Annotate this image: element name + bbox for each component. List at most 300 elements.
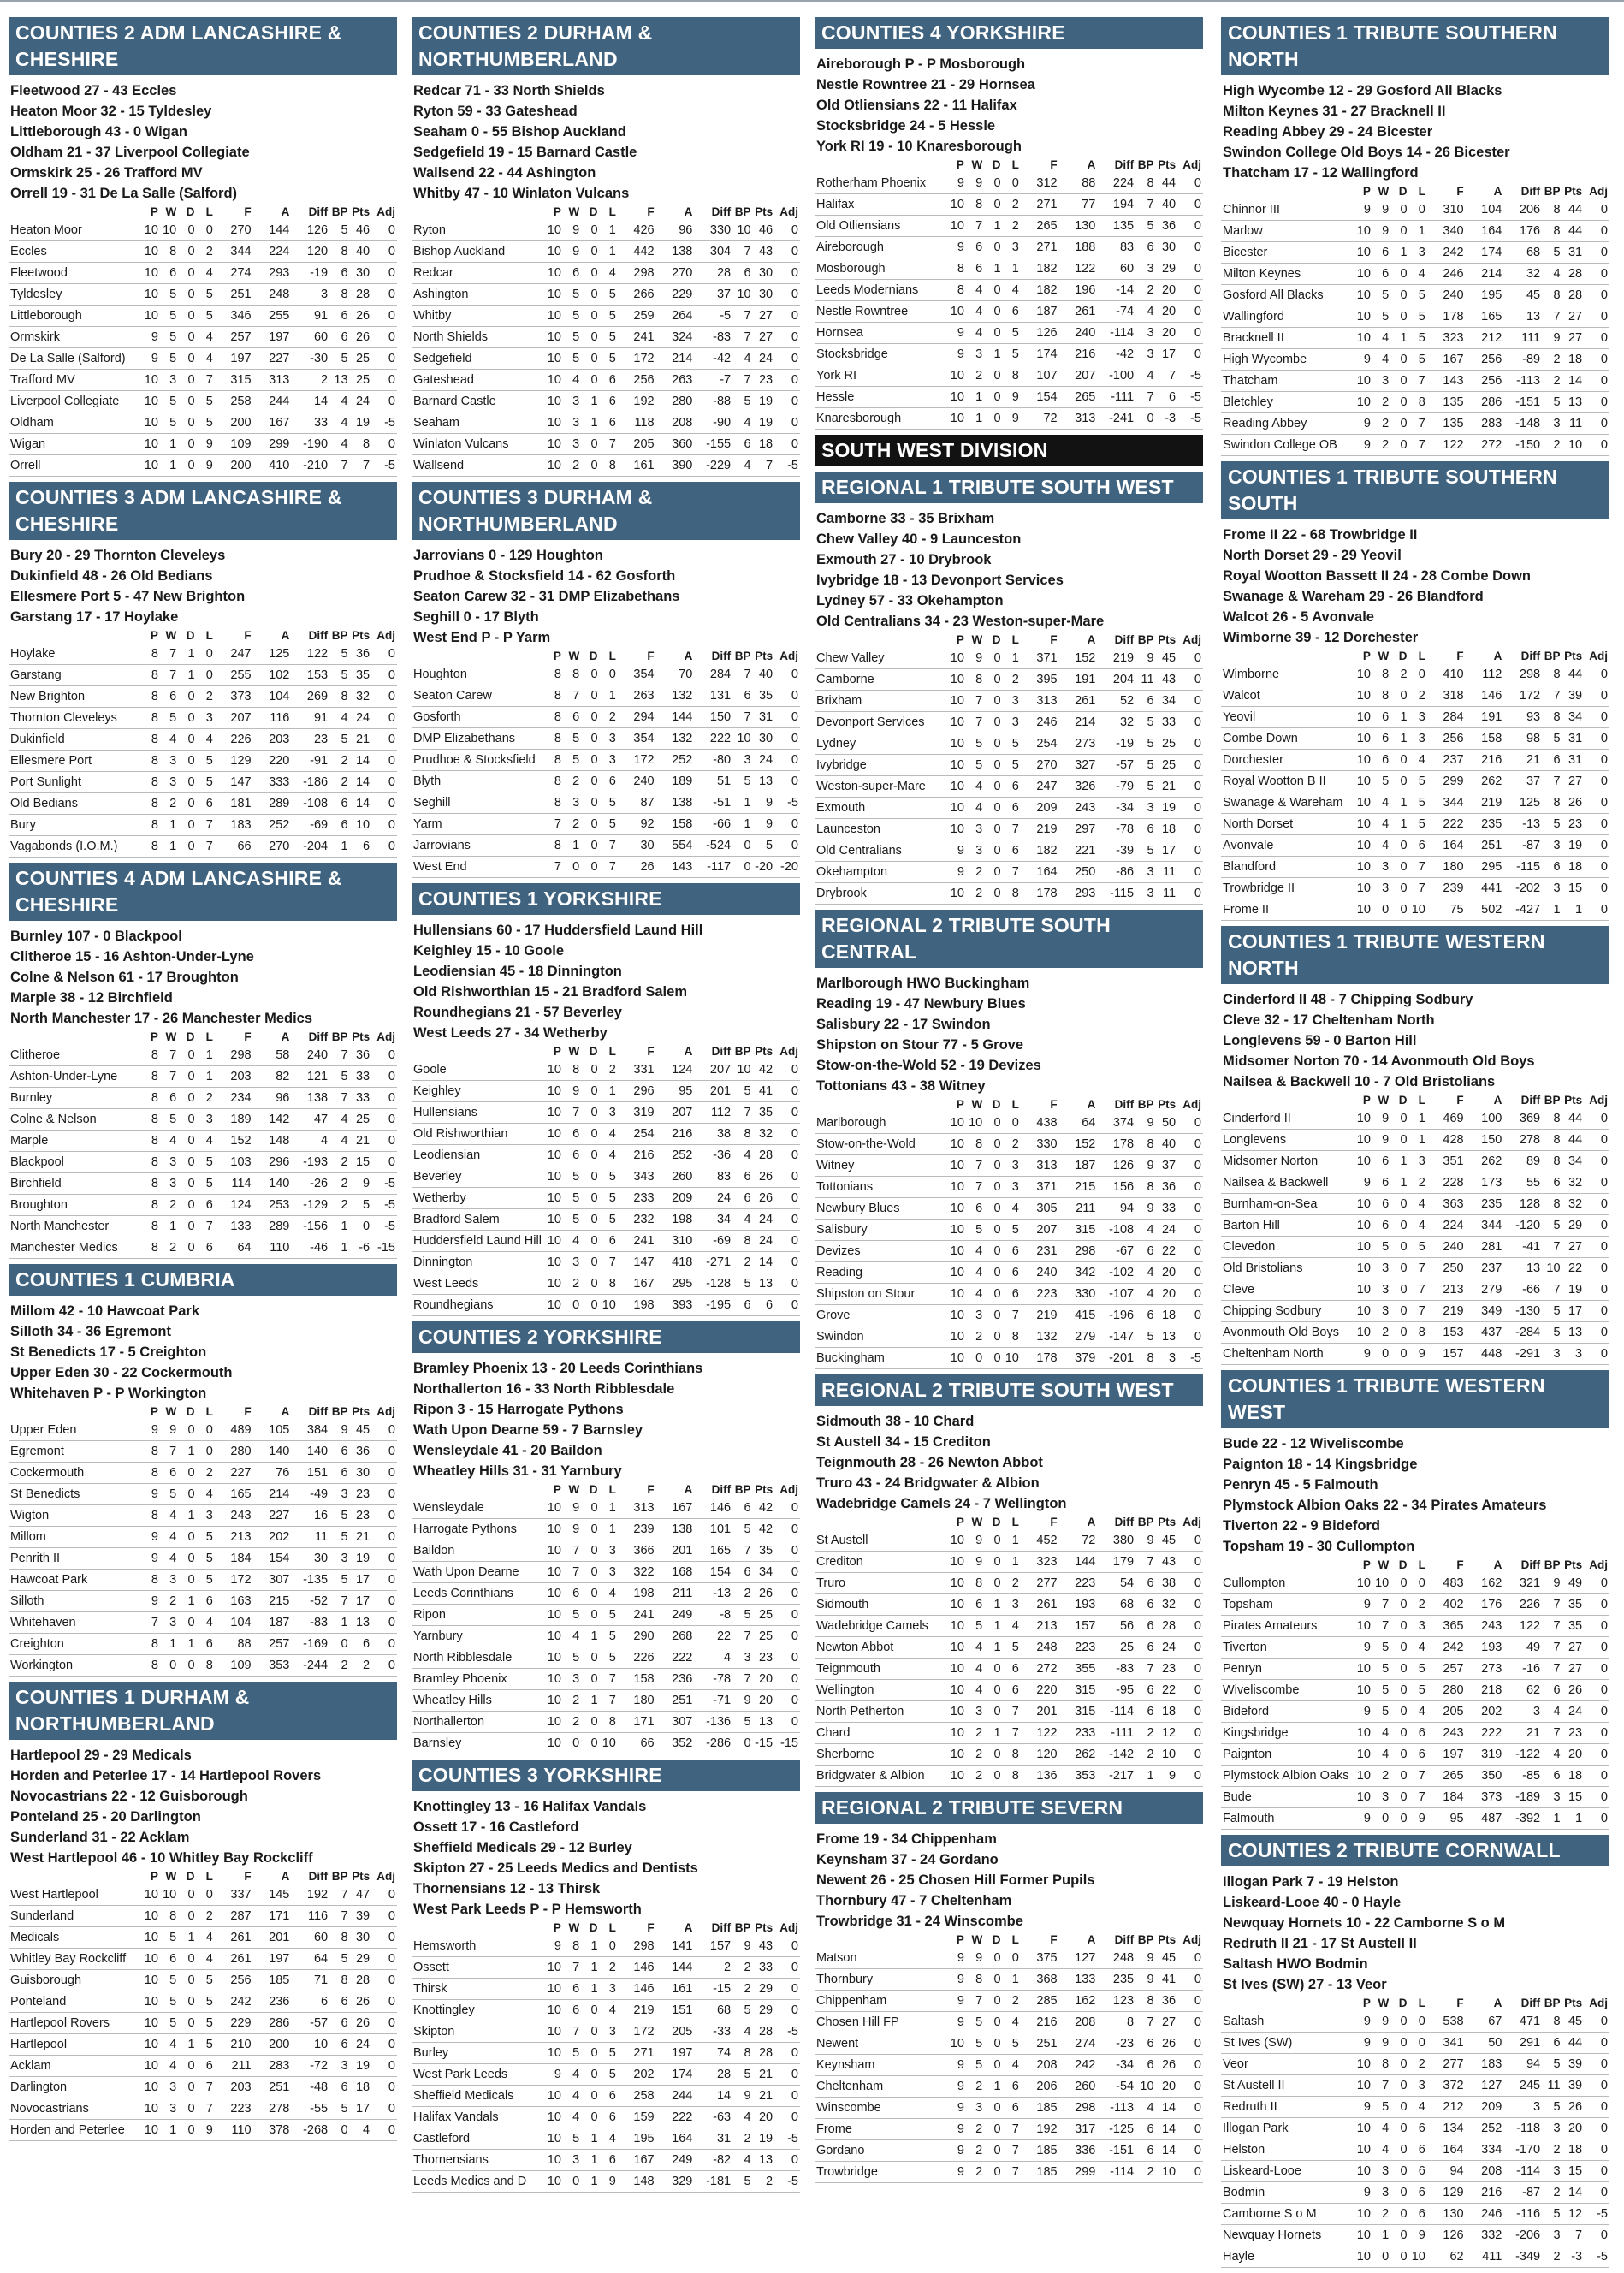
column-header: W (165, 629, 177, 642)
stat-cell: 5 (1135, 712, 1155, 733)
team-name: Wetherby (412, 1188, 545, 1209)
stat-cell: 10 (545, 1712, 563, 1733)
match-result: Sunderland 31 - 22 Acklam (10, 1830, 190, 1845)
stat-cell: 3 (291, 284, 329, 306)
stat-cell: 9 (197, 434, 215, 455)
stat-cell: 5 (1542, 2054, 1562, 2075)
column-header: A (281, 629, 290, 642)
stat-cell: 19 (753, 2128, 775, 2150)
stat-cell: 185 (1021, 2098, 1059, 2119)
stat-cell: 269 (291, 686, 329, 708)
stat-cell: 4 (1409, 1701, 1427, 1723)
column-header: F (244, 1405, 252, 1418)
stat-cell: 4 (966, 1241, 984, 1262)
stat-cell: 95 (656, 1081, 695, 1102)
stat-cell: 28 (694, 263, 732, 284)
stat-cell: 8 (142, 1195, 160, 1216)
column-header: Adj (779, 1045, 798, 1058)
stat-cell: 2 (197, 1088, 215, 1109)
league-title: COUNTIES 3 ADM LANCASHIRE & CHESHIRE (9, 482, 397, 540)
stat-cell: 74 (694, 2043, 732, 2064)
stat-cell: 18 (1156, 819, 1178, 840)
stat-cell: 10 (948, 1637, 966, 1659)
stat-cell: 135 (1427, 413, 1466, 435)
stat-cell: 112 (1466, 664, 1504, 685)
stat-cell: 23 (1562, 1723, 1585, 1744)
stat-cell: 1 (600, 241, 618, 263)
stat-cell: 10 (545, 1733, 563, 1754)
stat-cell: 206 (1503, 199, 1542, 221)
stat-cell: 2 (1372, 392, 1390, 413)
stat-cell: 0 (1177, 1198, 1203, 1220)
table-row (1221, 1616, 1609, 1637)
league-table (9, 204, 397, 477)
stat-cell: 146 (1466, 685, 1504, 707)
stat-cell: -46 (291, 1237, 329, 1259)
match-result: North Manchester 17 - 26 Manchester Medics (10, 1011, 313, 1026)
stat-cell: 232 (618, 1209, 656, 1231)
match-result: Keighley 15 - 10 Goole (413, 943, 565, 958)
table-row (9, 1991, 397, 2013)
stat-cell: 1 (1390, 707, 1408, 728)
stat-cell: -102 (1097, 1262, 1135, 1284)
stat-cell: 9 (142, 1484, 160, 1505)
stat-cell: 212 (1466, 328, 1504, 349)
stat-cell: 15 (1562, 878, 1585, 899)
table-row (9, 1088, 397, 1109)
team-name: Thornbury (815, 1969, 948, 1991)
stat-cell: 5 (563, 728, 581, 750)
stat-cell: 7 (329, 1591, 349, 1612)
stat-cell: 33 (350, 1066, 372, 1088)
stat-cell: 8 (545, 707, 563, 728)
stat-cell: 2 (966, 1744, 984, 1766)
stat-cell: 0 (581, 1562, 599, 1583)
stat-cell: 0 (774, 2150, 800, 2171)
stat-cell: 151 (656, 2000, 695, 2021)
column-header: A (1087, 1098, 1096, 1111)
stat-cell: 0 (774, 1540, 800, 1562)
stat-cell: 0 (1584, 2225, 1609, 2246)
stat-cell: 0 (1390, 1237, 1408, 1258)
team-name: Huddersfield Laund Hill (412, 1231, 545, 1252)
stat-cell: 44 (1562, 664, 1585, 685)
column-header: D (589, 1921, 598, 1934)
league-title: COUNTIES 3 DURHAM & NORTHUMBERLAND (412, 482, 800, 540)
stat-cell: 6 (563, 1583, 581, 1605)
stat-cell: 0 (1177, 1241, 1203, 1262)
stat-cell: 38 (1156, 1573, 1178, 1594)
stat-cell: 6 (1542, 2033, 1562, 2054)
team-name: Frome (815, 2119, 948, 2140)
stat-cell: 0 (1177, 1284, 1203, 1305)
stat-cell: 13 (753, 2150, 775, 2171)
stat-cell: -83 (694, 327, 732, 348)
stat-cell: 0 (1177, 1744, 1203, 1766)
table-row (412, 2086, 800, 2107)
stat-cell: 349 (1466, 1301, 1504, 1322)
stat-cell: 5 (160, 2013, 178, 2034)
match-result: Northallerton 16 - 33 North Ribblesdale (413, 1381, 675, 1397)
stat-cell: 66 (618, 1733, 656, 1754)
stat-cell: 127 (1059, 1948, 1098, 1969)
match-result: Littleborough 43 - 0 Wigan (10, 124, 188, 139)
column-header: Diff (1520, 185, 1541, 198)
stat-cell: 178 (1427, 306, 1466, 328)
match-result: Burnley 107 - 0 Blackpool (10, 929, 182, 944)
team-name: St Austell II (1221, 2075, 1354, 2097)
stat-cell: 24 (1156, 1220, 1178, 1241)
stat-cell: 3 (1003, 712, 1021, 733)
stat-cell: 10 (545, 241, 563, 263)
stat-cell: 192 (618, 391, 656, 412)
stat-cell: 0 (371, 1655, 397, 1677)
stat-cell: 20 (753, 1690, 775, 1712)
stat-cell: 7 (563, 2021, 581, 2043)
stat-cell: 241 (618, 1605, 656, 1626)
match-result: Sheffield Medicals 29 - 12 Burley (413, 1840, 632, 1855)
column-header: P (1362, 1997, 1371, 2009)
stat-cell: 0 (1177, 691, 1203, 712)
team-name: Cheltenham (815, 2076, 948, 2098)
stat-cell: 10 (142, 2034, 160, 2056)
match-result: Plymstock Albion Oaks 22 - 34 Pirates Amateurs (1223, 1498, 1547, 1513)
table-row (412, 1626, 800, 1647)
stat-cell: 9 (1354, 435, 1372, 456)
stat-cell: 2 (1135, 280, 1155, 301)
match-result: Illogan Park 7 - 19 Helston (1223, 1874, 1399, 1890)
stat-cell: 0 (1390, 878, 1408, 899)
stat-cell: 1 (581, 1936, 599, 1957)
stat-cell: 2 (197, 241, 215, 263)
team-name: Yarm (412, 814, 545, 835)
stat-cell: 6 (1003, 1241, 1021, 1262)
match-result: Seghill 0 - 17 Blyth (413, 609, 539, 625)
stat-cell: 40 (753, 664, 775, 685)
match-result: Cleve 32 - 17 Cheltenham North (1223, 1012, 1435, 1028)
stat-cell: 2 (1372, 2204, 1390, 2225)
stat-cell: 9 (966, 648, 984, 669)
stat-cell: 222 (656, 1647, 695, 1669)
team-name: Littleborough (9, 306, 142, 327)
league-title: COUNTIES 2 YORKSHIRE (412, 1321, 800, 1353)
stat-cell: 0 (581, 263, 599, 284)
stat-cell: 0 (371, 1527, 397, 1548)
table-row (1221, 2246, 1609, 2268)
stat-cell: 0 (178, 1570, 196, 1591)
stat-cell: 10 (1354, 264, 1372, 285)
stat-cell: 1 (178, 1591, 196, 1612)
team-name: Baildon (412, 1540, 545, 1562)
stat-cell: 9 (329, 1420, 349, 1441)
table-row (9, 751, 397, 772)
stat-cell: 0 (371, 2034, 397, 2056)
column-header: W (568, 205, 580, 218)
stat-cell: 5 (1135, 840, 1155, 862)
stat-cell: 6 (329, 327, 349, 348)
table-row (1221, 1237, 1609, 1258)
stat-cell: 0 (178, 391, 196, 412)
stat-cell: -49 (291, 1484, 329, 1505)
match-result: Penryn 45 - 5 Falmouth (1223, 1477, 1378, 1493)
column-header: Diff (711, 1045, 732, 1058)
stat-cell: 0 (1584, 1637, 1609, 1659)
stat-cell: 31 (1562, 750, 1585, 771)
team-name: Witney (815, 1155, 948, 1177)
stat-cell: 5 (1135, 733, 1155, 755)
stat-cell: 227 (253, 348, 292, 370)
match-result: West Hartlepool 46 - 10 Whitley Bay Rockcliff (10, 1850, 313, 1866)
team-name: New Brighton (9, 686, 142, 708)
table-row (1221, 1344, 1609, 1365)
stat-cell: 270 (253, 836, 292, 858)
stat-cell: 8 (732, 1124, 752, 1145)
table-row (815, 237, 1203, 258)
match-result: Leodiensian 45 - 18 Dinnington (413, 964, 622, 979)
stat-cell: 272 (1466, 435, 1504, 456)
stat-cell: 0 (984, 2098, 1002, 2119)
team-name: Ellesmere Port (9, 751, 142, 772)
table-row (1221, 814, 1609, 835)
column-header: Diff (1114, 1516, 1135, 1528)
table-row (1221, 371, 1609, 392)
stat-cell: 20 (1156, 2076, 1178, 2098)
stat-cell: 31 (753, 707, 775, 728)
stat-cell: 7 (600, 1252, 618, 1273)
stat-cell: 261 (1059, 301, 1098, 323)
stat-cell: 0 (581, 792, 599, 814)
stat-cell: 188 (1059, 237, 1098, 258)
stat-cell: 8 (563, 664, 581, 685)
stat-cell: 3 (1409, 2075, 1427, 2097)
stat-cell: 34 (1562, 707, 1585, 728)
stat-cell: 152 (1059, 648, 1098, 669)
stat-cell: 9 (1135, 1198, 1155, 1220)
stat-cell: 0 (178, 1884, 196, 1906)
team-name: Swindon (815, 1326, 948, 1348)
table-row (815, 2140, 1203, 2162)
stat-cell: 283 (253, 2056, 292, 2077)
stat-cell: 10 (545, 1647, 563, 1669)
stat-cell: 164 (1021, 862, 1059, 883)
stat-cell: 3 (1135, 344, 1155, 365)
stat-cell: 20 (1156, 301, 1178, 323)
match-result: Garstang 17 - 17 Hoylake (10, 609, 179, 625)
stat-cell: 8 (948, 258, 966, 280)
stat-cell: -87 (1503, 835, 1542, 857)
match-result: Seaham 0 - 55 Bishop Auckland (413, 124, 626, 139)
stat-cell: 226 (1503, 1594, 1542, 1616)
stat-cell: 10 (142, 1884, 160, 1906)
stat-cell: 10 (948, 1701, 966, 1723)
stat-cell: 8 (142, 644, 160, 665)
team-name: Jarrovians (412, 835, 545, 857)
stat-cell: -82 (694, 2150, 732, 2171)
team-name: Sherborne (815, 1744, 948, 1766)
column-header: Adj (1589, 1558, 1608, 1571)
column-header: Pts (1564, 1558, 1583, 1571)
stat-cell: 6 (600, 412, 618, 434)
stat-cell: 10 (1354, 1723, 1372, 1744)
stat-cell: 0 (1177, 776, 1203, 798)
stat-cell: 7 (329, 1884, 349, 1906)
stat-cell: 1 (329, 1612, 349, 1634)
stat-cell: 0 (178, 729, 196, 751)
stat-cell: 100 (1466, 1108, 1504, 1130)
stat-cell: 15 (1562, 1787, 1585, 1808)
table-row (815, 301, 1203, 323)
stat-cell: 10 (1354, 685, 1372, 707)
stat-cell: 0 (197, 220, 215, 241)
stat-cell: 6 (160, 263, 178, 284)
stat-cell: 0 (581, 220, 599, 241)
stat-cell: 0 (1409, 1573, 1427, 1594)
stat-cell: 198 (618, 1295, 656, 1316)
stat-cell: 334 (1466, 2139, 1504, 2161)
league-table (1221, 1557, 1609, 1830)
stat-cell: 0 (581, 2043, 599, 2064)
stat-cell: 9 (753, 792, 775, 814)
team-name: Mosborough (815, 258, 948, 280)
match-result: Hullensians 60 - 17 Huddersfield Laund Hill (413, 923, 703, 938)
column-header: W (1378, 1558, 1390, 1571)
stat-cell: -95 (1097, 1680, 1135, 1701)
stat-cell: 10 (1354, 1680, 1372, 1701)
stat-cell: 8 (142, 772, 160, 793)
stat-cell: 0 (1390, 2075, 1408, 2097)
stat-cell: 10 (1354, 792, 1372, 814)
stat-cell: 248 (253, 284, 292, 306)
stat-cell: 8 (142, 729, 160, 751)
stat-cell: 10 (142, 220, 160, 241)
stat-cell: 255 (253, 306, 292, 327)
stat-cell: -74 (1097, 301, 1135, 323)
column-header: P (553, 205, 561, 218)
stat-cell: 2 (1409, 1594, 1427, 1616)
table-row (815, 1530, 1203, 1552)
team-name: Swanage & Wareham (1221, 792, 1354, 814)
stat-cell: 483 (1427, 1573, 1466, 1594)
team-name: Grove (815, 1305, 948, 1326)
stat-cell: -7 (694, 370, 732, 391)
stat-cell: 35 (753, 685, 775, 707)
stat-cell: 0 (1177, 883, 1203, 905)
stat-cell: 44 (1562, 1130, 1585, 1151)
stat-cell: 0 (1584, 707, 1609, 728)
league-title: COUNTIES 1 TRIBUTE SOUTHERN SOUTH (1221, 461, 1609, 519)
stat-cell: 10 (948, 1326, 966, 1348)
column-header: Adj (1182, 1098, 1201, 1111)
stat-cell: 0 (581, 1145, 599, 1166)
column-header: A (281, 1030, 290, 1043)
stat-cell: 103 (215, 1152, 253, 1173)
stat-cell: 220 (253, 751, 292, 772)
league-title: REGIONAL 2 TRIBUTE SOUTH WEST (815, 1374, 1203, 1406)
stat-cell: 10 (1354, 2118, 1372, 2139)
stat-cell: 33 (753, 1957, 775, 1979)
league-table (1221, 1092, 1609, 1365)
team-name: Eccles (9, 241, 142, 263)
stat-cell: -5 (371, 455, 397, 477)
table-header-row (412, 1043, 800, 1059)
stat-cell: 10 (1354, 1659, 1372, 1680)
stat-cell: -78 (1097, 819, 1135, 840)
column-header: A (1087, 158, 1096, 171)
stat-cell: 410 (253, 455, 292, 477)
stat-cell: 152 (1059, 1134, 1098, 1155)
stat-cell: 1 (732, 792, 752, 814)
team-name: Pirates Amateurs (1221, 1616, 1354, 1637)
stat-cell: 8 (545, 664, 563, 685)
team-name: Old Rishworthian (412, 1124, 545, 1145)
stat-cell: 274 (215, 263, 253, 284)
stat-cell: 235 (1466, 814, 1504, 835)
league-title: COUNTIES 1 TRIBUTE WESTERN WEST (1221, 1370, 1609, 1428)
stat-cell: 5 (600, 1188, 618, 1209)
stat-cell: 223 (1059, 1573, 1098, 1594)
stat-cell: 1 (1542, 1808, 1562, 1830)
stat-cell: 9 (1372, 2033, 1390, 2054)
stat-cell: 1 (600, 685, 618, 707)
stat-cell: -91 (291, 751, 329, 772)
stat-cell: 176 (1466, 1594, 1504, 1616)
stat-cell: 0 (178, 1949, 196, 1970)
stat-cell: 25 (1097, 1637, 1135, 1659)
stat-cell: 94 (1503, 2054, 1542, 2075)
stat-cell: 4 (694, 1647, 732, 1669)
column-3 (815, 17, 1203, 2188)
stat-cell: 201 (694, 1081, 732, 1102)
stat-cell: 8 (966, 1969, 984, 1991)
stat-cell: 0 (581, 1295, 599, 1316)
table-row (1221, 2182, 1609, 2204)
stat-cell: 158 (1466, 728, 1504, 750)
table-row (1221, 835, 1609, 857)
stat-cell: 0 (178, 1152, 196, 1173)
stat-cell: 203 (215, 2077, 253, 2098)
stat-cell: 0 (1584, 1151, 1609, 1172)
stat-cell: 0 (1177, 301, 1203, 323)
stat-cell: 5 (732, 1712, 752, 1733)
stat-cell: 7 (563, 1562, 581, 1583)
stat-cell: 209 (1466, 2097, 1504, 2118)
stat-cell: 312 (1021, 173, 1059, 194)
stat-cell: 0 (178, 1088, 196, 1109)
stat-cell: 22 (1156, 1241, 1178, 1262)
stat-cell: 0 (774, 2086, 800, 2107)
match-result: Redruth II 21 - 17 St Austell II (1223, 1936, 1417, 1951)
stat-cell: 4 (1372, 2139, 1390, 2161)
column-header: BP (1137, 1933, 1154, 1946)
stat-cell: 239 (618, 1519, 656, 1540)
stat-cell: 6 (1003, 1680, 1021, 1701)
stat-cell: 5 (197, 412, 215, 434)
stat-cell: 10 (291, 2034, 329, 2056)
stat-cell: 4 (966, 798, 984, 819)
stat-cell: 10 (1354, 1237, 1372, 1258)
stat-cell: 172 (618, 2021, 656, 2043)
stat-cell: 10 (1354, 1787, 1372, 1808)
match-result: Swindon College Old Boys 14 - 26 Bicester (1223, 145, 1510, 160)
stat-cell: 207 (1059, 365, 1098, 387)
team-name: Knaresborough (815, 408, 948, 430)
table-row (1221, 771, 1609, 792)
stat-cell: 0 (1584, 1744, 1609, 1766)
stat-cell: 30 (753, 728, 775, 750)
table-row (9, 1216, 397, 1237)
stat-cell: 3 (160, 751, 178, 772)
stat-cell: 2 (732, 2128, 752, 2150)
